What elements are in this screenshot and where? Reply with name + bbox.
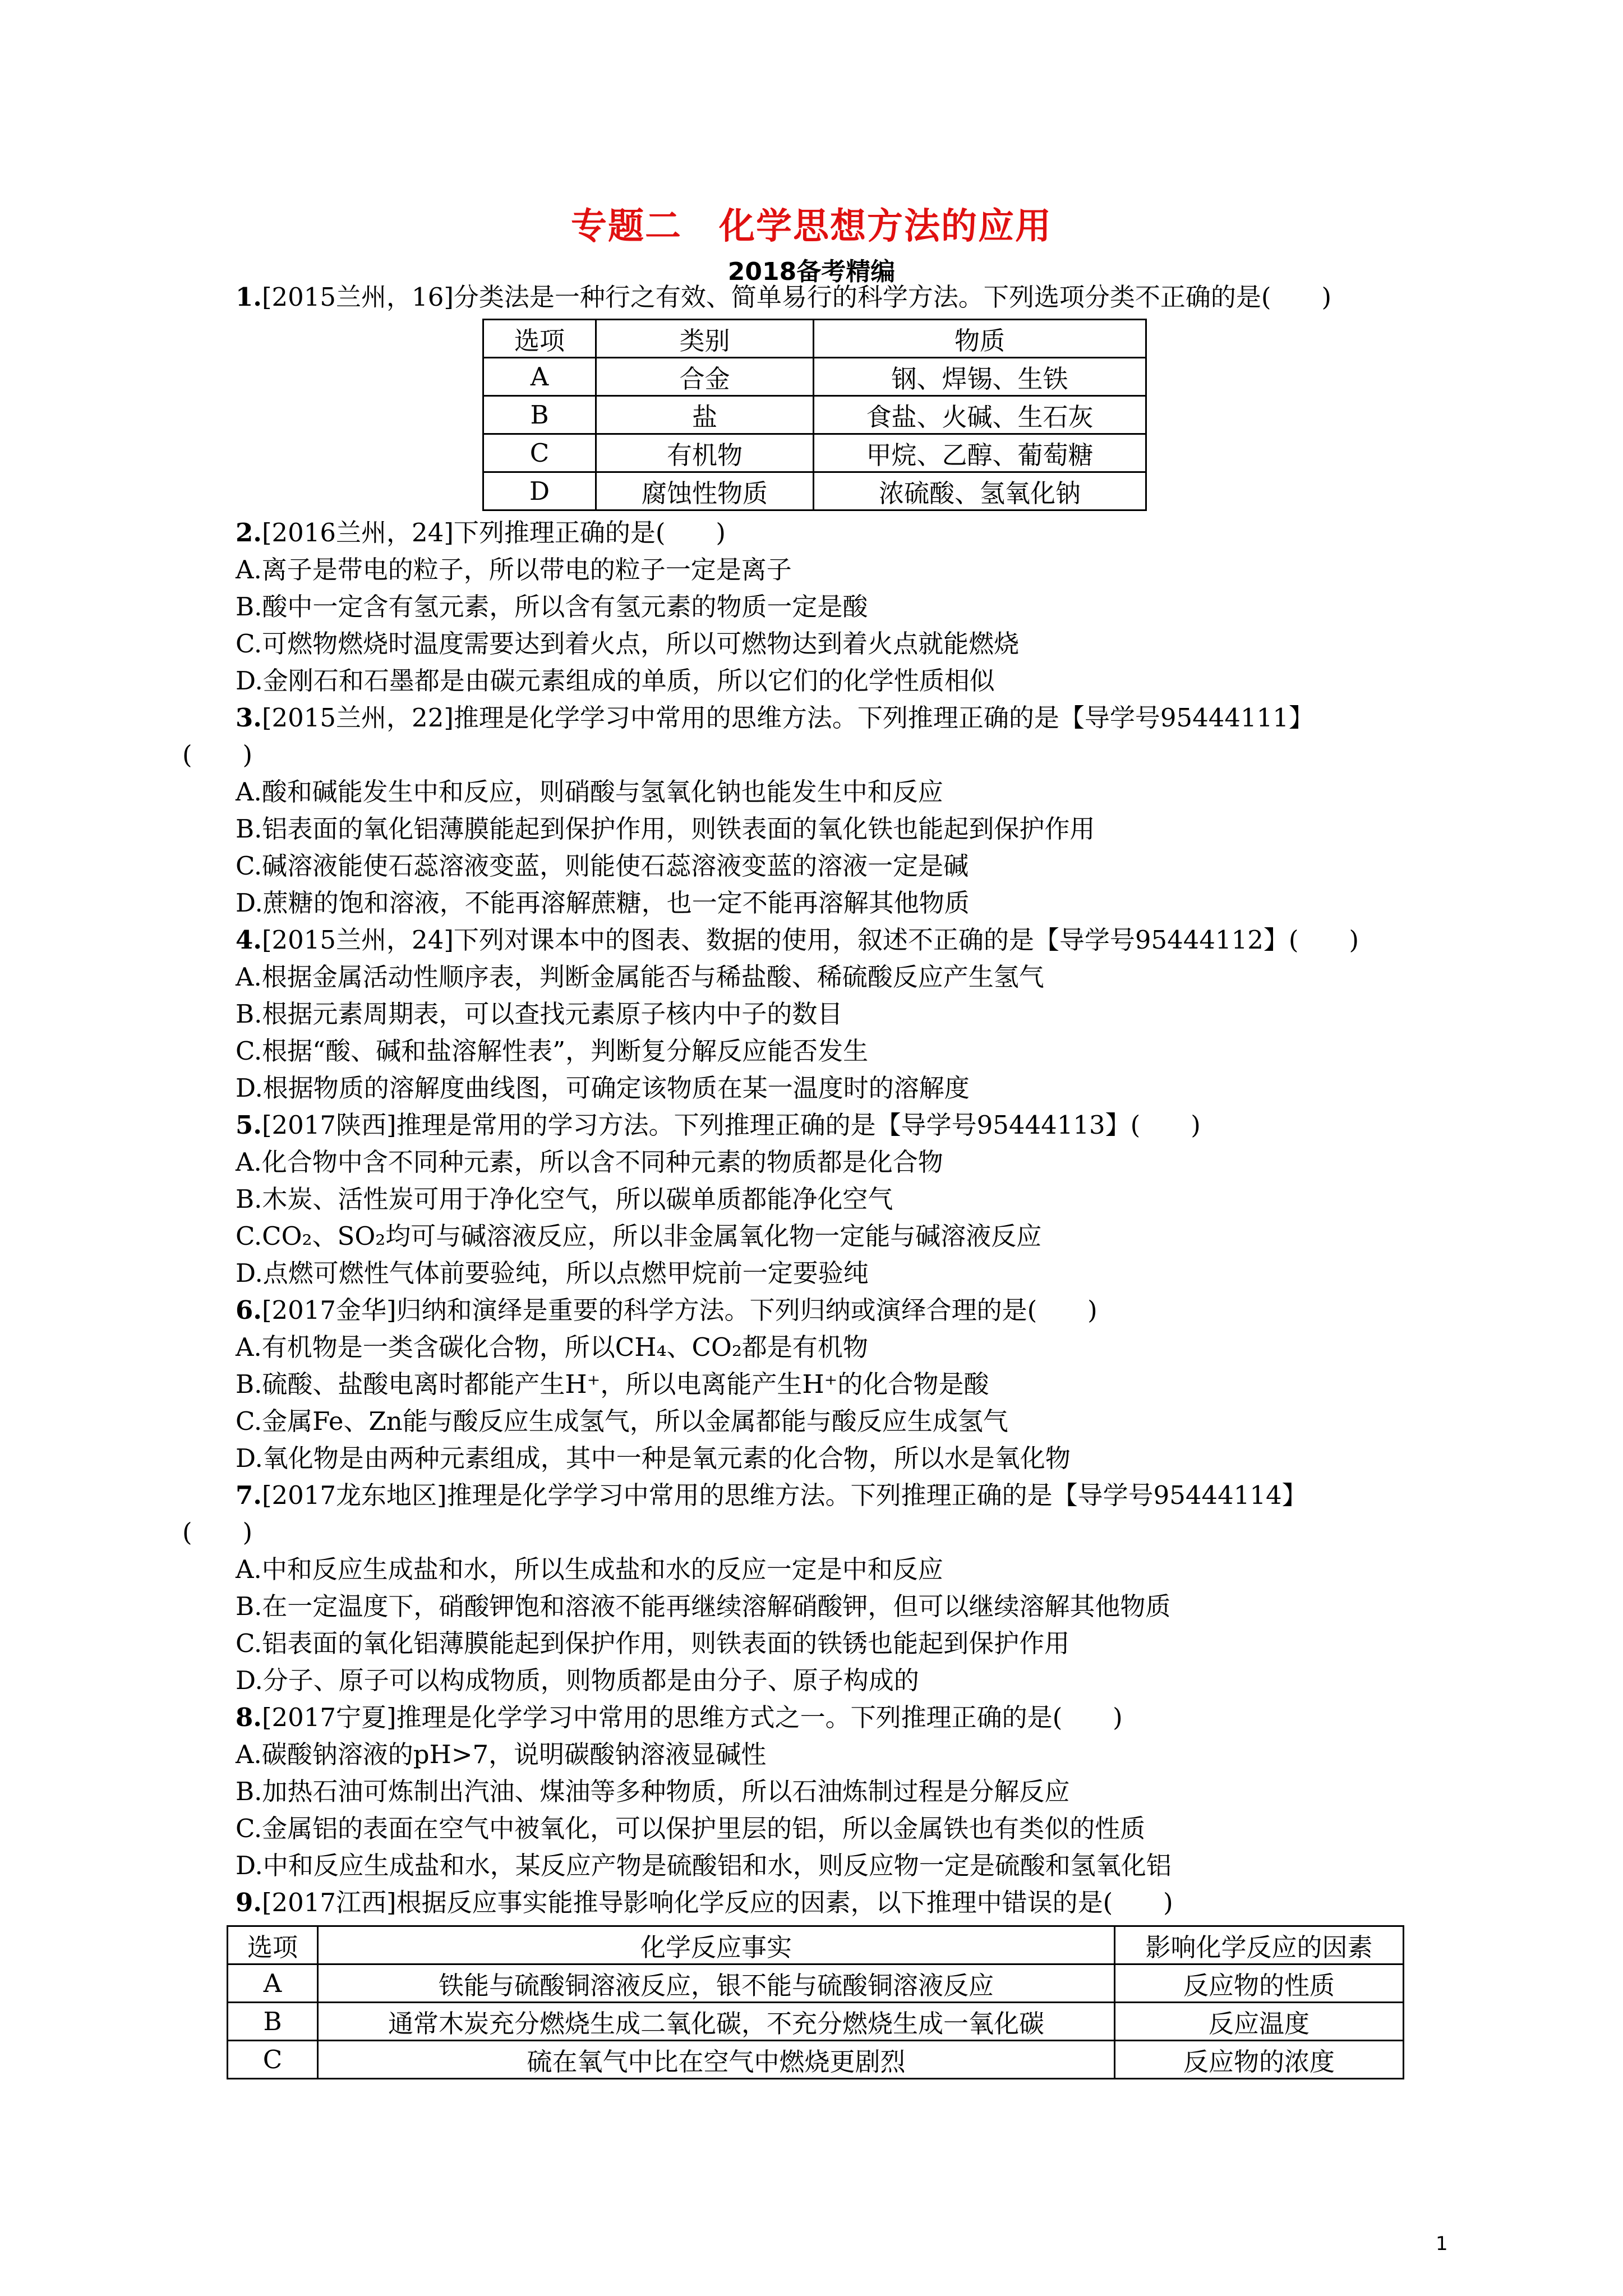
option-d: D.蔗糖的饱和溶液，不能再溶解蔗糖，也一定不能再溶解其他物质 — [236, 888, 970, 918]
question-1 — [236, 280, 1331, 314]
table-cell: 盐 — [596, 396, 814, 434]
option-b: B.硫酸、盐酸电离时都能产生H⁺，所以电离能产生H⁺的化合物是酸 — [236, 1369, 989, 1399]
option-a: A.根据金属活动性顺序表，判断金属能否与稀盐酸、稀硫酸反应产生氢气 — [236, 962, 1044, 992]
table-header-row — [228, 1926, 1404, 1964]
table-row — [228, 1964, 1404, 2003]
option-c: C.可燃物燃烧时温度需要达到着火点，所以可燃物达到着火点就能燃烧 — [236, 629, 1020, 659]
question-number: 2. — [236, 518, 262, 547]
table-row — [483, 358, 1146, 396]
table-cell: 有机物 — [596, 434, 814, 472]
page-subtitle: 2018备考精编 — [727, 257, 896, 286]
option-b: B.在一定温度下，硝酸钾饱和溶液不能再继续溶解硝酸钾，但可以继续溶解其他物质 — [236, 1591, 1171, 1621]
answer-blank: ( ) — [182, 740, 253, 770]
option-d: D.金刚石和石墨都是由碳元素组成的单质，所以它们的化学性质相似 — [236, 666, 995, 696]
table-cell: 反应物的浓度 — [1115, 2041, 1404, 2079]
question-number: 5. — [236, 1110, 262, 1140]
table-row — [483, 396, 1146, 434]
question-stem: [2016兰州，24]下列推理正确的是( ) — [261, 518, 726, 547]
option-c: C.根据“酸、碱和盐溶解性表”，判断复分解反应能否发生 — [236, 1036, 869, 1066]
option-c: C.金属铝的表面在空气中被氧化，可以保护里层的铝，所以金属铁也有类似的性质 — [236, 1814, 1146, 1843]
option-c: C.碱溶液能使石蕊溶液变蓝，则能使石蕊溶液变蓝的溶液一定是碱 — [236, 851, 969, 881]
table-header-cell: 选项 — [228, 1926, 318, 1964]
question-4 — [236, 923, 1359, 957]
question-stem: [2015兰州，16]分类法是一种行之有效、简单易行的科学方法。下列选项分类不正确的是( ) — [261, 282, 1331, 312]
option-c: C.CO₂、SO₂均可与碱溶液反应，所以非金属氧化物一定能与碱溶液反应 — [236, 1221, 1042, 1251]
option-a: A.离子是带电的粒子，所以带电的粒子一定是离子 — [236, 555, 792, 585]
question-number: 3. — [236, 703, 262, 733]
table-header-cell: 影响化学反应的因素 — [1115, 1926, 1404, 1964]
table-cell: 硫在氧气中比在空气中燃烧更剧烈 — [318, 2041, 1115, 2079]
question-stem: [2017陕西]推理是常用的学习方法。下列推理正确的是【导学号95444113】( ) — [261, 1110, 1201, 1140]
table-cell: C — [228, 2041, 318, 2079]
page-title: 专题二 化学思想方法的应用 — [571, 206, 1052, 247]
answer-blank: ( ) — [182, 1517, 253, 1547]
table-cell: A — [228, 1964, 318, 2003]
option-a: A.碳酸钠溶液的pH>7，说明碳酸钠溶液显碱性 — [236, 1740, 767, 1769]
question-number: 1. — [236, 282, 262, 312]
table-row — [483, 434, 1146, 472]
table-cell: 反应物的性质 — [1115, 1964, 1404, 2003]
table-header-cell: 物质 — [814, 320, 1146, 358]
table-cell: 食盐、火碱、生石灰 — [814, 396, 1146, 434]
question-7 — [236, 1479, 1307, 1512]
question-stem: [2017金华]归纳和演绎是重要的科学方法。下列归纳或演绎合理的是( ) — [261, 1295, 1098, 1325]
table-cell: 腐蚀性物质 — [596, 472, 814, 510]
question-number: 8. — [236, 1703, 262, 1732]
question-number: 6. — [236, 1295, 262, 1325]
table-header-row — [483, 320, 1146, 358]
table-cell: 反应温度 — [1115, 2003, 1404, 2041]
option-d: D.点燃可燃性气体前要验纯，所以点燃甲烷前一定要验纯 — [236, 1258, 869, 1288]
option-c: C.金属Fe、Zn能与酸反应生成氢气，所以金属都能与酸反应生成氢气 — [236, 1406, 1008, 1436]
option-b: B.木炭、活性炭可用于净化空气，所以碳单质都能净化空气 — [236, 1184, 893, 1214]
table-header-cell: 类别 — [596, 320, 814, 358]
q9-table — [227, 1925, 1404, 2079]
table-cell: B — [483, 396, 596, 434]
question-stem: [2015兰州，22]推理是化学学习中常用的思维方法。下列推理正确的是【导学号95444111】 — [261, 703, 1314, 733]
table-cell: 通常木炭充分燃烧生成二氧化碳，不充分燃烧生成一氧化碳 — [318, 2003, 1115, 2041]
question-stem: [2017宁夏]推理是化学学习中常用的思维方式之一。下列推理正确的是( ) — [261, 1703, 1123, 1732]
table-cell: 合金 — [596, 358, 814, 396]
question-5 — [236, 1108, 1201, 1142]
table-cell: D — [483, 472, 596, 510]
table-row — [483, 472, 1146, 510]
page-number: 1 — [1436, 2233, 1448, 2255]
option-b: B.根据元素周期表，可以查找元素原子核内中子的数目 — [236, 999, 843, 1029]
option-b: B.加热石油可炼制出汽油、煤油等多种物质，所以石油炼制过程是分解反应 — [236, 1777, 1070, 1806]
question-2 — [236, 516, 726, 550]
question-8 — [236, 1701, 1123, 1734]
option-b: B.酸中一定含有氢元素，所以含有氢元素的物质一定是酸 — [236, 592, 868, 622]
option-a: A.有机物是一类含碳化合物，所以CH₄、CO₂都是有机物 — [236, 1332, 868, 1362]
table-cell: 钢、焊锡、生铁 — [814, 358, 1146, 396]
table-cell: 浓硫酸、氢氧化钠 — [814, 472, 1146, 510]
question-3 — [236, 701, 1314, 735]
question-9 — [236, 1886, 1173, 1920]
q1-table — [482, 319, 1147, 511]
question-number: 4. — [236, 925, 262, 955]
table-cell: 铁能与硫酸铜溶液反应，银不能与硫酸铜溶液反应 — [318, 1964, 1115, 2003]
table-header-cell: 化学反应事实 — [318, 1926, 1115, 1964]
question-number: 7. — [236, 1480, 262, 1510]
option-d: D.中和反应生成盐和水，某反应产物是硫酸铝和水，则反应物一定是硫酸和氢氧化铝 — [236, 1851, 1172, 1880]
question-stem: [2015兰州，24]下列对课本中的图表、数据的使用，叙述不正确的是【导学号95444112】( ) — [261, 925, 1359, 955]
option-b: B.铝表面的氧化铝薄膜能起到保护作用，则铁表面的氧化铁也能起到保护作用 — [236, 814, 1095, 844]
question-number: 9. — [236, 1888, 262, 1917]
table-cell: C — [483, 434, 596, 472]
table-cell: B — [228, 2003, 318, 2041]
table-row — [228, 2041, 1404, 2079]
option-d: D.根据物质的溶解度曲线图，可确定该物质在某一温度时的溶解度 — [236, 1073, 970, 1103]
table-cell: 甲烷、乙醇、葡萄糖 — [814, 434, 1146, 472]
question-stem: [2017龙东地区]推理是化学学习中常用的思维方法。下列推理正确的是【导学号95444114】 — [261, 1480, 1307, 1510]
option-d: D.氧化物是由两种元素组成，其中一种是氧元素的化合物，所以水是氧化物 — [236, 1443, 1071, 1473]
option-a: A.化合物中含不同种元素，所以含不同种元素的物质都是化合物 — [236, 1147, 943, 1177]
question-6 — [236, 1294, 1098, 1327]
option-c: C.铝表面的氧化铝薄膜能起到保护作用，则铁表面的铁锈也能起到保护作用 — [236, 1628, 1070, 1658]
table-cell: A — [483, 358, 596, 396]
option-a: A.酸和碱能发生中和反应，则硝酸与氢氧化钠也能发生中和反应 — [236, 777, 943, 807]
option-a: A.中和反应生成盐和水，所以生成盐和水的反应一定是中和反应 — [236, 1554, 943, 1584]
question-stem: [2017江西]根据反应事实能推导影响化学反应的因素，以下推理中错误的是( ) — [261, 1888, 1173, 1917]
option-d: D.分子、原子可以构成物质，则物质都是由分子、原子构成的 — [236, 1665, 919, 1695]
table-row — [228, 2003, 1404, 2041]
table-header-cell: 选项 — [483, 320, 596, 358]
